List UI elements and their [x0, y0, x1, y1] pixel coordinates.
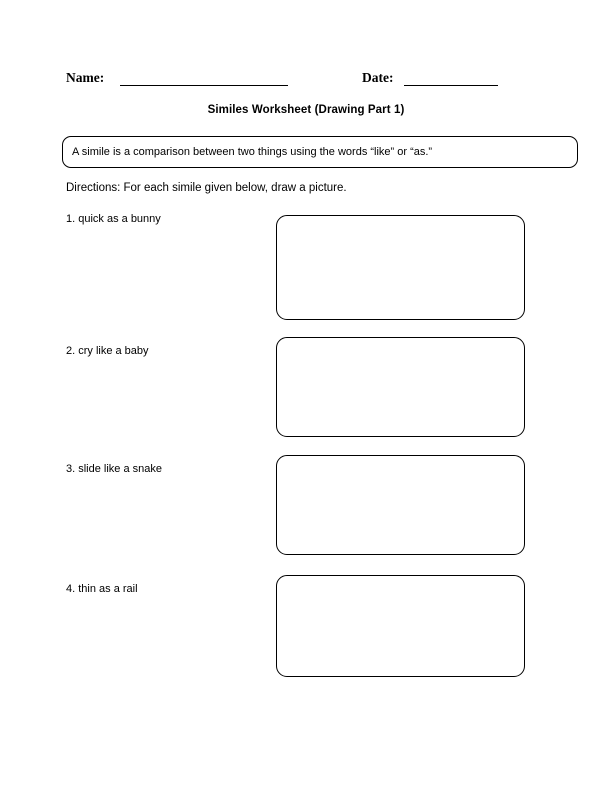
prompt-label-4: 4. thin as a rail	[66, 583, 138, 595]
drawing-box-2[interactable]	[276, 337, 525, 437]
drawing-box-3[interactable]	[276, 455, 525, 555]
name-label: Name:	[66, 70, 105, 85]
name-input-blank[interactable]	[120, 85, 288, 86]
prompt-label-2: 2. cry like a baby	[66, 345, 149, 357]
prompt-label-1: 1. quick as a bunny	[66, 213, 161, 225]
directions-text: Directions: For each simile given below, draw a picture.	[66, 182, 347, 194]
date-label: Date:	[362, 70, 394, 85]
drawing-box-1[interactable]	[276, 215, 525, 320]
page-title: Similes Worksheet (Drawing Part 1)	[207, 104, 405, 116]
definition-text: A simile is a comparison between two things using the words “like” or “as.”	[72, 146, 433, 158]
drawing-box-4[interactable]	[276, 575, 525, 677]
date-input-blank[interactable]	[404, 85, 498, 86]
prompt-label-3: 3. slide like a snake	[66, 463, 162, 475]
definition-box	[62, 136, 578, 168]
